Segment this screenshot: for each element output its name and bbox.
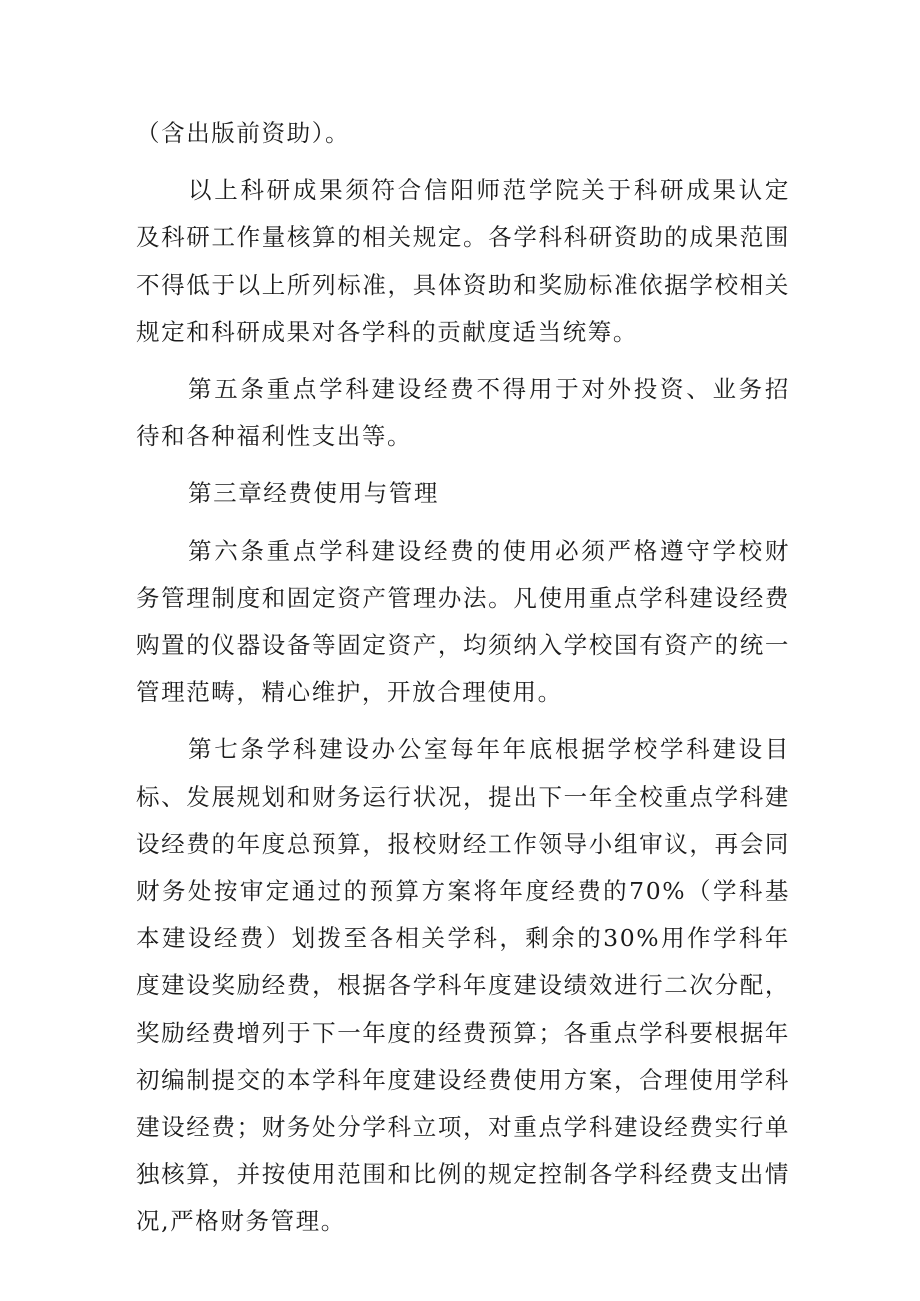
paragraph-article-7: 第七条学科建设办公室每年年底根据学校学科建设目标、发展规划和财务运行状况，提出下一年全校重点学科建设经费的年度总预算，报校财经工作领导小组审议，再会同财务处按审定通过的预算方案将年度经费的70%（学科基本建设经费）划拨至各相关学科，剩余的30%用作学科年度建设奖励经费，根据各学科年度建设绩效进行二次分配，奖励经费增列于下一年度的经费预算；各重点学科要根据年初编制提交的本学科年度建设经费使用方案，合理使用学科建设经费；财务处分学科立项，对重点学科建设经费实行单独核算，并按使用范围和比例的规定控制各学科经费支出情况,严格财务管理。 [136, 735, 790, 1236]
paragraph-research-standards: 以上科研成果须符合信阳师范学院关于科研成果认定及科研工作量核算的相关规定。各学科科研资助的成果范围不得低于以上所列标准，具体资助和奖励标准依据学校相关规定和科研成果对各学科的贡献度适当统筹。 [136, 176, 790, 346]
paragraph-article-5: 第五条重点学科建设经费不得用于对外投资、业务招待和各种福利性支出等。 [136, 375, 790, 451]
paragraph-funding-note: （含出版前资助）。 [136, 119, 351, 147]
document-body [136, 110, 790, 1246]
paragraph-article-6: 第六条重点学科建设经费的使用必须严格遵守学校财务管理制度和固定资产管理办法。凡使用重点学科建设经费购置的仪器设备等固定资产，均须纳入学校国有资产的统一管理范畴，精心维护，开放合理使用。 [136, 536, 790, 707]
chapter-3-heading: 第三章经费使用与管理 [188, 479, 439, 508]
